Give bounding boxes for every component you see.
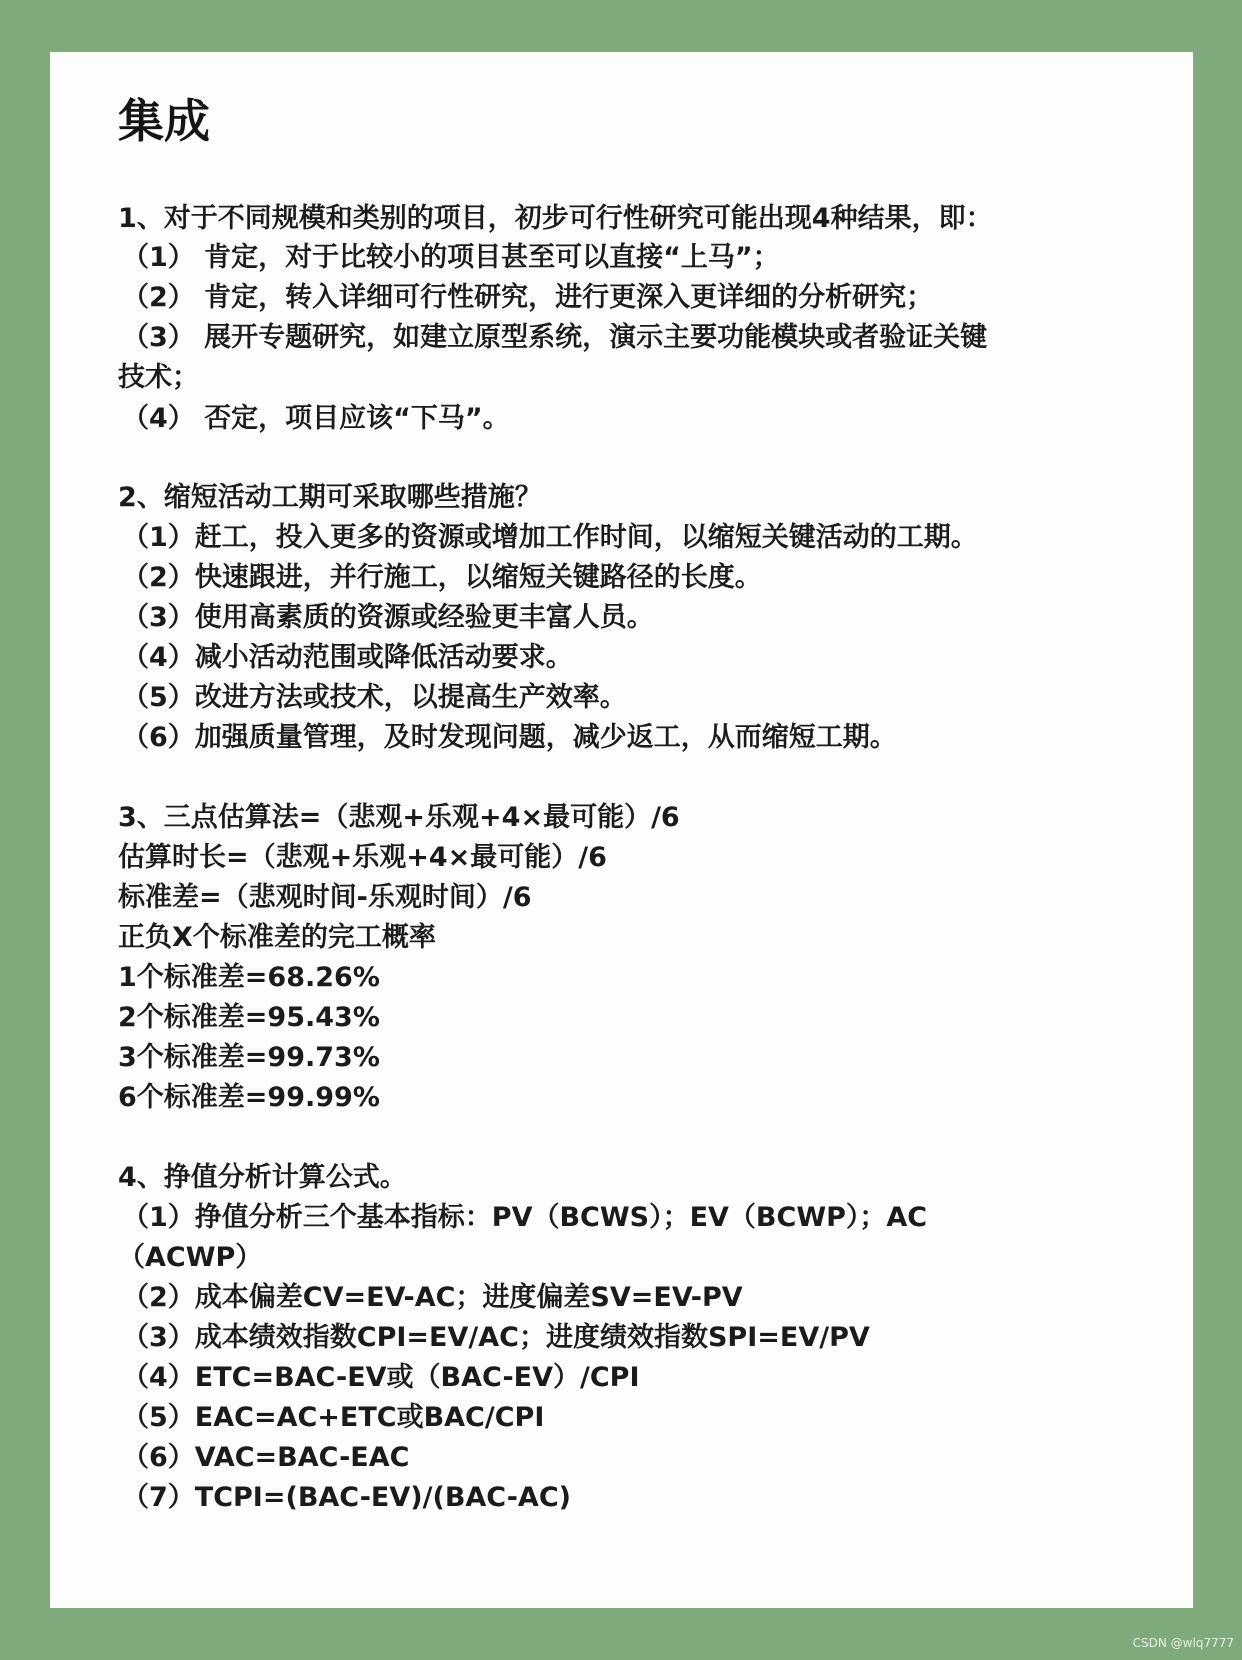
section1-item: （1） 肯定，对于比较小的项目甚至可以直接“上马”； bbox=[122, 242, 780, 273]
section2-heading: 2、缩短活动工期可采取哪些措施？ bbox=[118, 482, 542, 513]
section3-item: 估算时长=（悲观+乐观+4×最可能）/6 bbox=[118, 842, 607, 873]
section1-item: 技术； bbox=[118, 362, 199, 393]
section1-item: （4） 否定，项目应该“下马”。 bbox=[122, 403, 510, 434]
section2-item: （1）赶工，投入更多的资源或增加工作时间，以缩短关键活动的工期。 bbox=[122, 522, 978, 553]
section3-item: 6个标准差=99.99% bbox=[118, 1082, 380, 1113]
section3-item: 正负X个标准差的完工概率 bbox=[118, 922, 436, 953]
section3-item: 2个标准差=95.43% bbox=[118, 1002, 380, 1033]
section4-heading: 4、挣值分析计算公式。 bbox=[118, 1162, 407, 1193]
section1-item: （2） 肯定，转入详细可行性研究，进行更深入更详细的分析研究； bbox=[122, 282, 934, 313]
section3-item: 标准差=（悲观时间-乐观时间）/6 bbox=[118, 882, 532, 913]
section3-item: 1个标准差=68.26% bbox=[118, 962, 380, 993]
section4-item: （5）EAC=AC+ETC或BAC/CPI bbox=[122, 1402, 545, 1433]
note-card bbox=[50, 52, 1193, 1608]
section4-item: （6）VAC=BAC-EAC bbox=[122, 1442, 410, 1473]
section4-item: （7）TCPI=(BAC-EV)/(BAC-AC) bbox=[122, 1482, 571, 1513]
section2-item: （5）改进方法或技术，以提高生产效率。 bbox=[122, 682, 627, 713]
section2-item: （3）使用高素质的资源或经验更丰富人员。 bbox=[122, 602, 654, 633]
page-title: 集成 bbox=[118, 94, 210, 148]
watermark: CSDN @wlq7777 bbox=[1132, 1636, 1234, 1650]
section2-item: （4）减小活动范围或降低活动要求。 bbox=[122, 642, 573, 673]
section4-item: （2）成本偏差CV=EV-AC；进度偏差SV=EV-PV bbox=[122, 1282, 743, 1313]
section4-item: （4）ETC=BAC-EV或（BAC-EV）/CPI bbox=[122, 1362, 640, 1393]
section3-item: 3个标准差=99.73% bbox=[118, 1042, 380, 1073]
section4-item: （3）成本绩效指数CPI=EV/AC；进度绩效指数SPI=EV/PV bbox=[122, 1322, 870, 1353]
section2-item: （6）加强质量管理，及时发现问题，减少返工，从而缩短工期。 bbox=[122, 722, 897, 753]
section1-heading: 1、对于不同规模和类别的项目，初步可行性研究可能出现4种结果，即： bbox=[118, 203, 993, 234]
section1-item: （3） 展开专题研究，如建立原型系统，演示主要功能模块或者验证关键 bbox=[122, 322, 988, 353]
section3-heading: 3、三点估算法=（悲观+乐观+4×最可能）/6 bbox=[118, 802, 680, 833]
section2-item: （2）快速跟进，并行施工，以缩短关键路径的长度。 bbox=[122, 562, 762, 593]
section4-item: （ACWP） bbox=[118, 1242, 263, 1273]
section4-item: （1）挣值分析三个基本指标：PV（BCWS）；EV（BCWP）；AC bbox=[122, 1202, 928, 1233]
